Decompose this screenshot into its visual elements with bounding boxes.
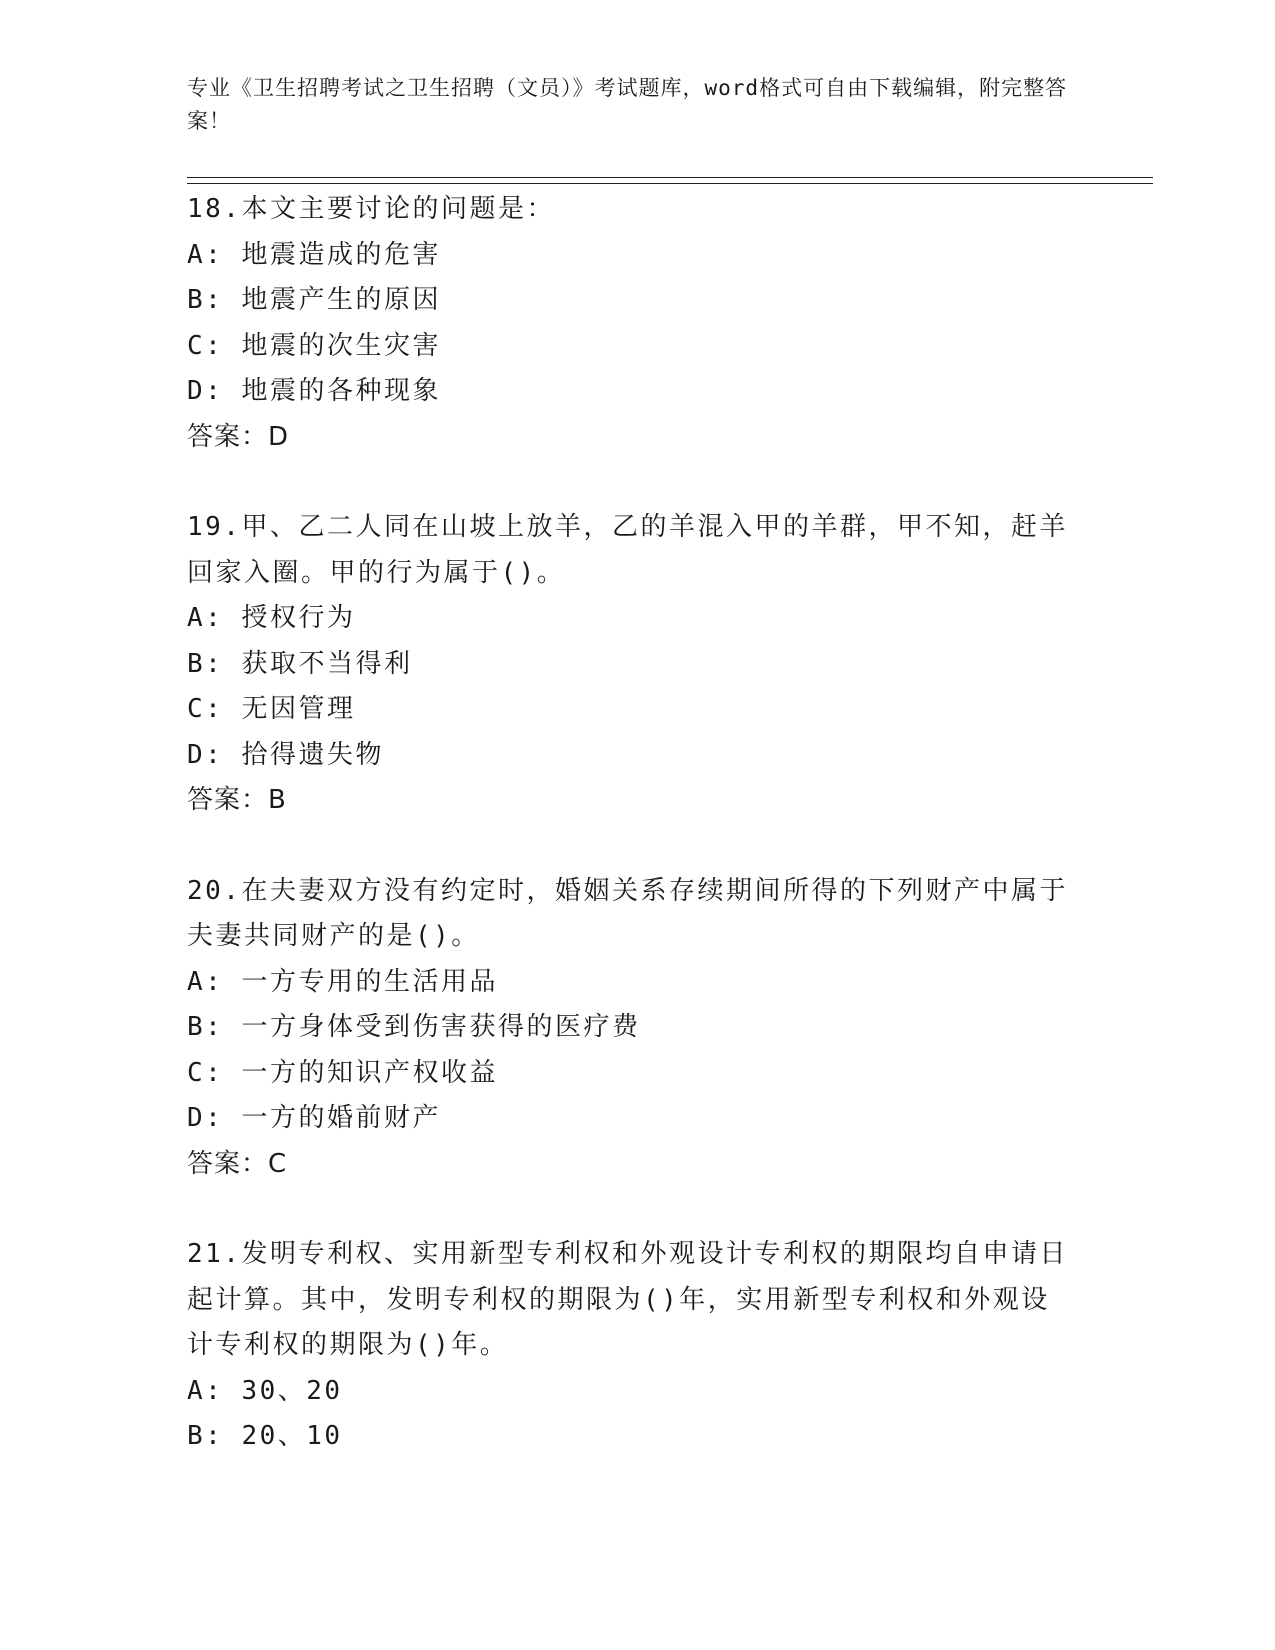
option-b: B: 获取不当得利 — [187, 648, 413, 679]
option-d: D: 拾得遗失物 — [187, 739, 384, 770]
question-list — [187, 187, 1077, 1505]
document-header: 专业《卫生招聘考试之卫生招聘（文员）》考试题库，word格式可自由下载编辑，附完整答案！ — [187, 76, 1068, 133]
answer-text: 答案：B — [187, 785, 287, 815]
option-d: D: 地震的各种现象 — [187, 376, 441, 406]
question-18 — [187, 187, 1077, 460]
option-b: B: 20、10 — [187, 1421, 343, 1451]
header-divider-bottom — [187, 183, 1153, 184]
header-divider-top — [187, 177, 1153, 178]
question-stem: 19.甲、乙二人同在山坡上放羊，乙的羊混入甲的羊群，甲不知，赶羊回家入圈。甲的行为属于()。 — [187, 512, 1068, 588]
option-c: C: 地震的次生灾害 — [187, 330, 441, 361]
question-20 — [187, 869, 1077, 1188]
question-21 — [187, 1232, 1077, 1460]
option-c: C: 一方的知识产权收益 — [187, 1057, 498, 1088]
option-a: A: 授权行为 — [187, 603, 356, 633]
question-stem: 18.本文主要讨论的问题是： — [187, 194, 555, 224]
answer-text: 答案：D — [187, 421, 290, 452]
option-b: B: 一方身体受到伤害获得的医疗费 — [187, 1012, 641, 1042]
question-stem: 20.在夫妻双方没有约定时，婚姻关系存续期间所得的下列财产中属于夫妻共同财产的是()。 — [187, 875, 1068, 951]
option-a: A: 地震造成的危害 — [187, 239, 441, 270]
option-a: A: 30、20 — [187, 1375, 343, 1406]
option-c: C: 无因管理 — [187, 694, 356, 724]
question-19 — [187, 505, 1077, 824]
option-d: D: 一方的婚前财产 — [187, 1103, 441, 1133]
question-stem: 21.发明专利权、实用新型专利权和外观设计专利权的期限均自申请日起计算。其中，发明专利权的期限为()年，实用新型专利权和外观设计专利权的期限为()年。 — [187, 1239, 1068, 1360]
option-b: B: 地震产生的原因 — [187, 285, 441, 315]
answer-text: 答案：C — [187, 1148, 288, 1179]
option-a: A: 一方专用的生活用品 — [187, 966, 498, 997]
